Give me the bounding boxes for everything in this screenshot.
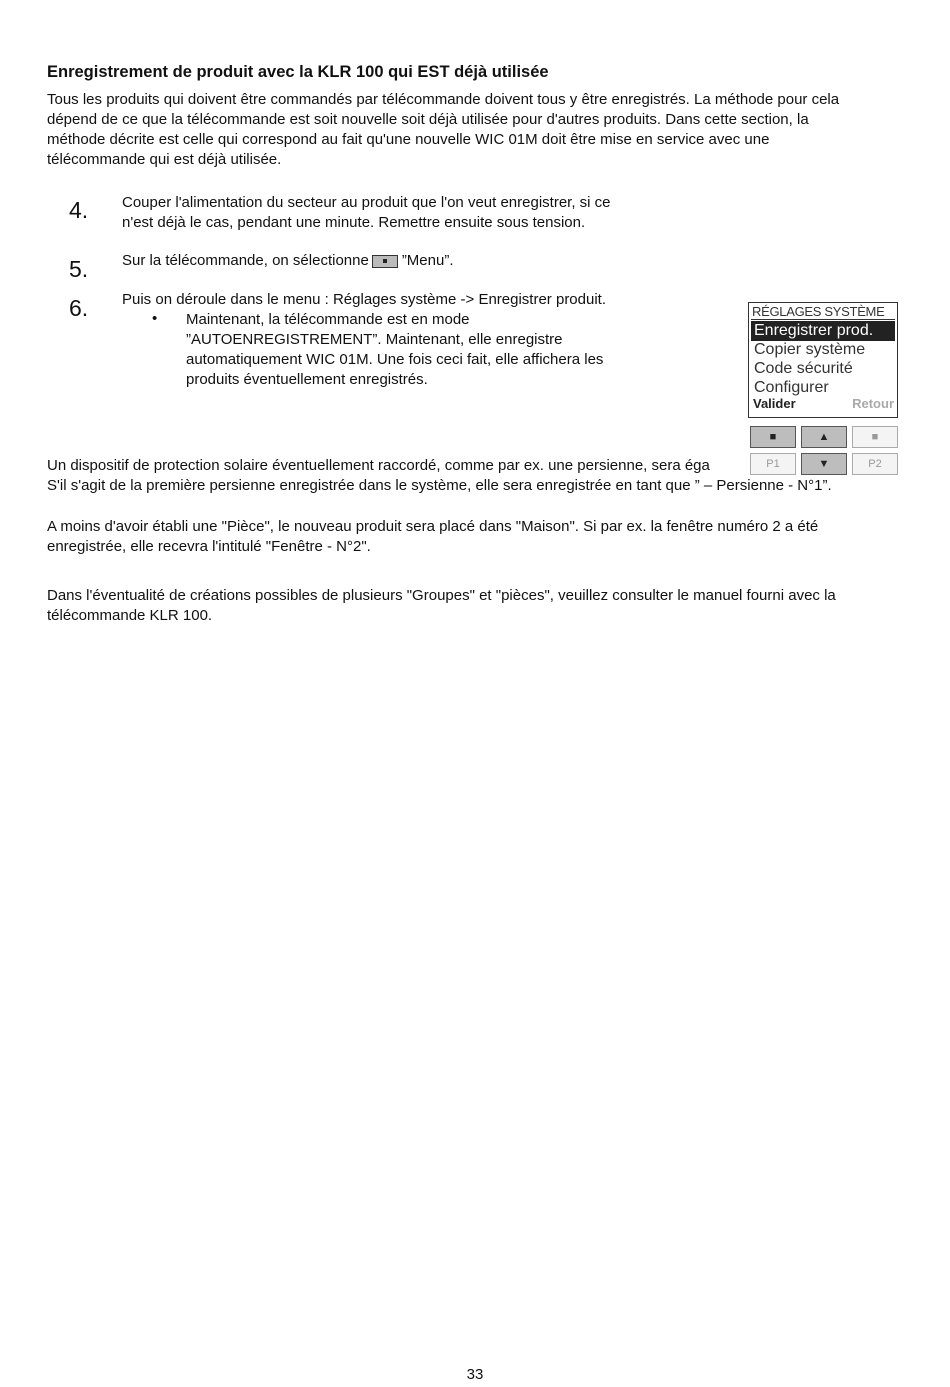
intro-paragraph — [47, 90, 907, 170]
bullet-line: produits éventuellement enregistrés. — [186, 371, 428, 388]
menu-item: Configurer — [754, 379, 829, 396]
softkey-right-label: Retour — [852, 396, 894, 411]
screen-header: RÉGLAGES SYSTÈME — [752, 304, 885, 319]
intro-line: Tous les produits qui doivent être commandés par télécommande doivent tous y être enregistrés. La méthode pour cela — [47, 91, 840, 108]
intro-line: dépend de ce que la télécommande est soit nouvelle soit déjà utilisée pour d'autres produits. Dans cette section, la — [47, 111, 809, 128]
menu-key-icon — [372, 255, 398, 268]
step-line: ”Menu”. — [401, 252, 454, 269]
step-line: Sur la télécommande, on sélectionne — [122, 252, 369, 269]
menu-item: Code sécurité — [754, 360, 853, 377]
para-line: télécommande KLR 100. — [47, 607, 213, 624]
bullet-line: Maintenant, la télécommande est en mode — [186, 311, 470, 328]
bullet-line: ”AUTOENREGISTREMENT”. Maintenant, elle enregistre — [186, 331, 563, 348]
para-line: S'il s'agit de la première persienne enregistrée dans le système, elle sera enregistrée en tant que ” – Persienne - N°1”. — [47, 477, 832, 494]
remote-control-illustration — [748, 302, 898, 477]
para-line: A moins d'avoir établi une "Pièce", le nouveau produit sera placé dans "Maison". Si par ex. la fenêtre numéro 2 a été — [47, 518, 819, 535]
step-number: 5. — [69, 256, 89, 282]
step-text: Puis on déroule dans le menu : Réglages système -> Enregistrer produit. — [122, 291, 607, 308]
step-line: n'est déjà le cas, pendant une minute. Remettre ensuite sous tension. — [122, 214, 586, 231]
step-number: 4. — [69, 197, 89, 223]
up-arrow-icon: ▲ — [801, 426, 847, 448]
bullet-line: automatiquement WIC 01M. Une fois ceci fait, elle affichera les — [186, 351, 604, 368]
softkey-left-label: Valider — [753, 396, 796, 411]
page-number: 33 — [466, 1366, 484, 1383]
para-line: enregistrée, elle recevra l'intitulé "Fenêtre - N°2". — [47, 538, 371, 555]
groupes-paragraph — [47, 586, 907, 626]
maison-paragraph — [47, 517, 907, 557]
stop-button-icon: ■ — [750, 426, 796, 448]
stop-button-icon: ■ — [852, 426, 898, 448]
menu-item-selected: Enregistrer prod. — [751, 321, 895, 341]
p1-button: P1 — [750, 453, 796, 475]
step-text — [122, 251, 652, 271]
step-number: 6. — [69, 295, 89, 321]
down-arrow-icon: ▼ — [801, 453, 847, 475]
step-line: Couper l'alimentation du secteur au produit que l'on veut enregistrer, si ce — [122, 194, 611, 211]
para-line: Dans l'éventualité de créations possibles de plusieurs "Groupes" et "pièces", veuillez consulter le manuel fourni avec la — [47, 587, 836, 604]
screen-divider — [751, 319, 895, 320]
intro-line: méthode décrite est celle qui correspond au fait qu'une nouvelle WIC 01M doit être mise en service avec une — [47, 131, 770, 148]
p2-button: P2 — [852, 453, 898, 475]
para-line: Un dispositif de protection solaire éventuellement raccordé, comme par ex. une persienne, sera éga — [47, 457, 710, 474]
menu-item: Copier système — [754, 341, 866, 358]
bullet-text — [186, 310, 646, 390]
section-title: Enregistrement de produit avec la KLR 100 qui EST déjà utilisée — [47, 63, 549, 81]
intro-line: télécommande qui est déjà utilisée. — [47, 151, 282, 168]
step-text — [122, 193, 652, 233]
remote-screen — [748, 302, 898, 418]
bullet-icon: • — [152, 310, 158, 327]
